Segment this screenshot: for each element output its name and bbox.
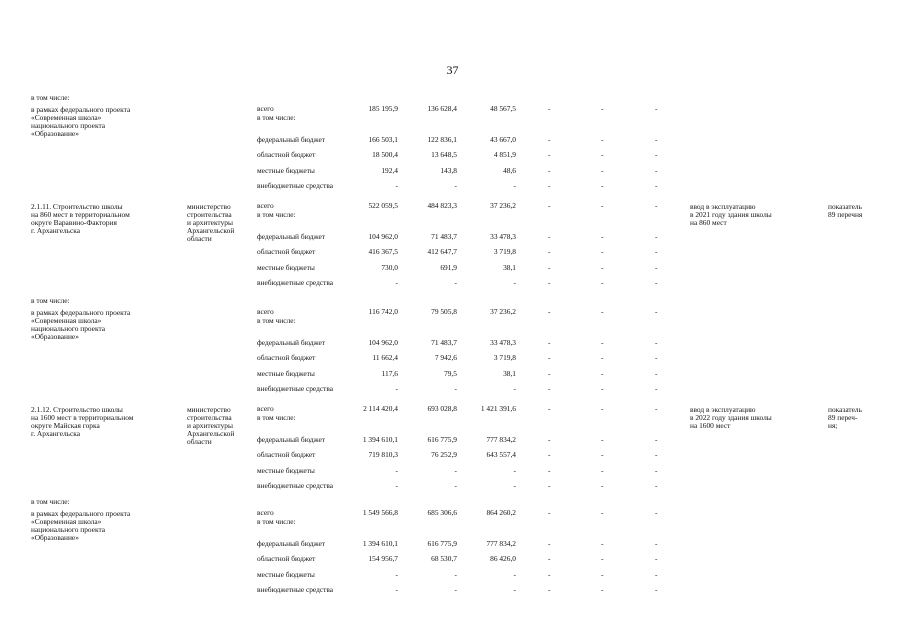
year-3-value: - [548,554,551,563]
including-label: в том числе: [31,497,70,506]
activity-title-line: округе Варавино-Фактория [31,218,117,227]
table-row [0,570,905,580]
activity-title-line: в рамках федерального проекта [31,308,131,317]
activity-title-line: на 860 мест в территориальном [31,210,130,219]
executor-name-line: Архангельской [187,429,235,438]
funding-source: местные бюджеты [257,368,315,378]
year-1-value: - [454,181,457,190]
year-1-value: 76 252,9 [431,450,457,459]
funding-source: всего [257,404,274,413]
table-row [0,481,905,491]
year-4-value: - [601,150,604,159]
funding-source: всего [257,307,274,316]
activity-title-line: на 1600 мест в территориальном [31,413,134,422]
year-5-value: - [655,262,658,272]
funding-source: всего [257,508,274,517]
year-1-value: 412 647,7 [427,247,457,256]
year-2-value: 43 667,0 [490,134,516,144]
year-3-value: - [548,585,551,594]
year-1-value: 691,9 [440,262,457,272]
total-value: 1 394 610,1 [362,538,398,548]
year-5-value: - [655,104,658,113]
year-2-value: 643 557,4 [486,450,516,459]
funding-source: в том числе: [257,316,296,325]
total-value: 719 810,3 [368,450,398,459]
funding-source: внебюджетные средства [257,481,334,490]
year-1-value: - [454,481,457,490]
total-value: - [395,278,398,287]
including-label: в том числе: [31,93,70,102]
year-4-value: - [601,508,604,517]
year-5-value: - [655,434,658,444]
year-2-value: - [513,278,516,287]
total-value: 522 059,5 [368,201,398,210]
year-4-value: - [601,465,604,475]
year-3-value: - [548,353,551,362]
year-1-value: 484 823,3 [427,201,457,210]
year-5-value: - [655,450,658,459]
expected-result-line: в 2022 году здания школы [690,413,772,422]
table-row [0,466,905,476]
table-row [0,554,905,564]
total-value: 2 114 420,4 [363,404,398,413]
funding-source: областной бюджет [257,450,316,459]
year-1-value: - [454,585,457,594]
year-1-value: 136 628,4 [427,104,457,113]
total-value: 104 962,0 [368,231,398,241]
year-2-value: 3 719,8 [493,247,516,256]
total-value: 166 503,1 [368,134,398,144]
year-5-value: - [655,508,658,517]
funding-source: областной бюджет [257,150,316,159]
table-row [0,316,905,326]
year-1-value: 122 836,1 [427,134,457,144]
year-3-value: - [548,481,551,490]
total-value: 18 500,4 [372,150,398,159]
year-1-value: 143,8 [440,165,457,175]
year-3-value: - [548,201,551,210]
year-2-value: 864 260,2 [486,508,516,517]
activity-title-line: национального проекта [31,525,106,534]
year-4-value: - [601,554,604,563]
activity-title-line: «Образование» [31,129,79,138]
year-2-value: 1 421 391,6 [480,404,516,413]
executor-name-line: области [187,234,212,243]
total-value: - [395,569,398,579]
table-row [0,166,905,176]
table-row [0,181,905,191]
table-row [0,413,905,423]
year-4-value: - [601,434,604,444]
year-5-value: - [655,181,658,190]
activity-title-line: национального проекта [31,324,106,333]
year-4-value: - [601,585,604,594]
year-3-value: - [548,337,551,347]
year-2-value: 86 426,0 [490,554,516,563]
year-2-value: 48,6 [503,165,516,175]
funding-source: федеральный бюджет [257,434,326,444]
funding-source: в том числе: [257,517,296,526]
executor-name-line: министерство [187,405,231,414]
total-value: - [395,465,398,475]
funding-source: федеральный бюджет [257,134,326,144]
total-value: 154 956,7 [368,554,398,563]
expected-result-line: на 860 мест [690,218,727,227]
funding-source: областной бюджет [257,247,316,256]
funding-source: в том числе: [257,210,296,219]
year-3-value: - [548,134,551,144]
table-row [0,150,905,160]
total-value: - [395,384,398,393]
year-2-value: 4 851,9 [493,150,516,159]
activity-title-line: «Образование» [31,332,79,341]
year-3-value: - [548,404,551,413]
year-4-value: - [601,165,604,175]
funding-source: всего [257,104,274,113]
year-3-value: - [548,231,551,241]
funding-source: федеральный бюджет [257,231,326,241]
year-5-value: - [655,337,658,347]
expected-result-line: ввод в эксплуатацию [690,202,756,211]
year-4-value: - [601,134,604,144]
year-5-value: - [655,165,658,175]
year-2-value: 38,1 [503,368,516,378]
year-5-value: - [655,538,658,548]
activity-title-line: г. Архангельска [31,429,81,438]
year-5-value: - [655,554,658,563]
year-1-value: 71 483,7 [431,231,457,241]
total-value: 104 962,0 [368,337,398,347]
year-5-value: - [655,201,658,210]
year-1-value: - [454,569,457,579]
total-value: 185 195,9 [368,104,398,113]
activity-title-line: г. Архангельска [31,226,81,235]
activity-title-line: национального проекта [31,121,106,130]
year-4-value: - [601,262,604,272]
including-label: в том числе: [31,296,70,305]
year-1-value: 616 775,9 [427,538,457,548]
activity-title-line: в рамках федерального проекта [31,509,131,518]
activity-title-line: в рамках федерального проекта [31,105,131,114]
year-1-value: - [454,465,457,475]
year-5-value: - [655,404,658,413]
table-row [0,247,905,257]
year-4-value: - [601,201,604,210]
funding-source: местные бюджеты [257,569,315,579]
total-value: 11 662,4 [372,353,398,362]
year-3-value: - [548,368,551,378]
year-1-value: 616 775,9 [427,434,457,444]
year-4-value: - [601,404,604,413]
year-5-value: - [655,569,658,579]
year-3-value: - [548,538,551,548]
year-4-value: - [601,231,604,241]
year-4-value: - [601,104,604,113]
activity-title-line: 2.1.12. Строительство школы [31,405,123,414]
funding-source: в том числе: [257,113,296,122]
year-4-value: - [601,368,604,378]
year-2-value: 3 719,8 [493,353,516,362]
executor-name-line: министерство [187,202,231,211]
target-indicator-line: показатель [828,202,862,211]
year-2-value: 777 834,2 [486,434,516,444]
year-3-value: - [548,384,551,393]
year-4-value: - [601,538,604,548]
year-1-value: 13 648,5 [431,150,457,159]
executor-name-line: строительства [187,413,232,422]
table-row [0,539,905,549]
year-3-value: - [548,278,551,287]
table-row [0,278,905,288]
funding-source: местные бюджеты [257,262,315,272]
funding-source: федеральный бюджет [257,337,326,347]
total-value: 1 394 610,1 [362,434,398,444]
total-value: - [395,481,398,490]
year-5-value: - [655,384,658,393]
year-4-value: - [601,307,604,316]
year-1-value: 7 942,6 [434,353,457,362]
year-3-value: - [548,569,551,579]
executor-name-line: Архангельской [187,226,235,235]
year-2-value: 37 236,2 [490,307,516,316]
year-1-value: 79 505,8 [431,307,457,316]
year-5-value: - [655,247,658,256]
year-2-value: - [513,585,516,594]
year-5-value: - [655,150,658,159]
funding-source: в том числе: [257,413,296,422]
year-3-value: - [548,508,551,517]
year-3-value: - [548,247,551,256]
year-3-value: - [548,450,551,459]
target-indicator-line: показатель [828,405,862,414]
executor-name-line: и архитектуры [187,218,233,227]
year-5-value: - [655,481,658,490]
year-3-value: - [548,181,551,190]
funding-source: внебюджетные средства [257,585,334,594]
year-2-value: - [513,465,516,475]
year-3-value: - [548,104,551,113]
expected-result-line: в 2021 году здания школы [690,210,772,219]
year-4-value: - [601,337,604,347]
table-row [0,585,905,595]
year-1-value: 685 306,6 [427,508,457,517]
total-value: 416 367,5 [368,247,398,256]
activity-title-line: округе Майская горка [31,421,100,430]
year-5-value: - [655,231,658,241]
year-2-value: - [513,384,516,393]
activity-title-line: «Образование» [31,533,79,542]
year-3-value: - [548,165,551,175]
year-4-value: - [601,353,604,362]
activity-title-line: «Современная школа» [31,113,102,122]
target-indicator-line: 89 переч- [828,413,858,422]
year-1-value: 693 028,8 [427,404,457,413]
year-3-value: - [548,465,551,475]
funding-source: областной бюджет [257,353,316,362]
funding-source: федеральный бюджет [257,538,326,548]
table-row [0,263,905,273]
year-5-value: - [655,368,658,378]
year-1-value: - [454,278,457,287]
table-row [0,353,905,363]
table-row [0,369,905,379]
table-row [0,232,905,242]
year-2-value: 37 236,2 [490,201,516,210]
year-5-value: - [655,134,658,144]
executor-name-line: строительства [187,210,232,219]
year-1-value: 79,5 [444,368,457,378]
total-value: 117,6 [381,368,398,378]
activity-title-line: «Современная школа» [31,517,102,526]
year-3-value: - [548,434,551,444]
funding-source: областной бюджет [257,554,316,563]
year-3-value: - [548,307,551,316]
total-value: 730,0 [381,262,398,272]
year-4-value: - [601,278,604,287]
year-5-value: - [655,307,658,316]
year-2-value: - [513,481,516,490]
year-5-value: - [655,278,658,287]
total-value: - [395,585,398,594]
year-1-value: 68 530,7 [431,554,457,563]
year-5-value: - [655,465,658,475]
funding-source: местные бюджеты [257,165,315,175]
year-4-value: - [601,569,604,579]
year-3-value: - [548,262,551,272]
executor-name-line: области [187,437,212,446]
year-2-value: 777 834,2 [486,538,516,548]
table-row [0,384,905,394]
table-row [0,113,905,123]
funding-source: всего [257,201,274,210]
funding-source: внебюджетные средства [257,278,334,287]
year-1-value: - [454,384,457,393]
year-4-value: - [601,384,604,393]
table-row [0,135,905,145]
year-4-value: - [601,181,604,190]
table-row [0,450,905,460]
funding-source: внебюджетные средства [257,181,334,190]
target-indicator-line: 89 перечня [828,210,863,219]
year-2-value: 33 478,3 [490,337,516,347]
table-row [0,210,905,220]
year-4-value: - [601,450,604,459]
total-value: 192,4 [381,165,398,175]
table-row [0,435,905,445]
funding-source: местные бюджеты [257,465,315,475]
total-value: 116 742,0 [368,307,398,316]
year-4-value: - [601,481,604,490]
activity-title-line: «Современная школа» [31,316,102,325]
total-value: - [395,181,398,190]
year-1-value: 71 483,7 [431,337,457,347]
table-row [0,338,905,348]
target-indicator-line: ня; [828,421,838,430]
year-3-value: - [548,150,551,159]
page-number: 37 [446,63,459,77]
executor-name-line: и архитектуры [187,421,233,430]
activity-title-line: 2.1.11. Строительство школы [31,202,123,211]
year-5-value: - [655,585,658,594]
year-4-value: - [601,247,604,256]
total-value: 1 549 566,8 [362,508,398,517]
expected-result-line: на 1600 мест [690,421,731,430]
table-row [0,517,905,527]
year-2-value: 48 567,5 [490,104,516,113]
year-5-value: - [655,353,658,362]
year-2-value: 38,1 [503,262,516,272]
year-2-value: - [513,569,516,579]
funding-source: внебюджетные средства [257,384,334,393]
year-2-value: - [513,181,516,190]
expected-result-line: ввод в эксплуатацию [690,405,756,414]
year-2-value: 33 478,3 [490,231,516,241]
